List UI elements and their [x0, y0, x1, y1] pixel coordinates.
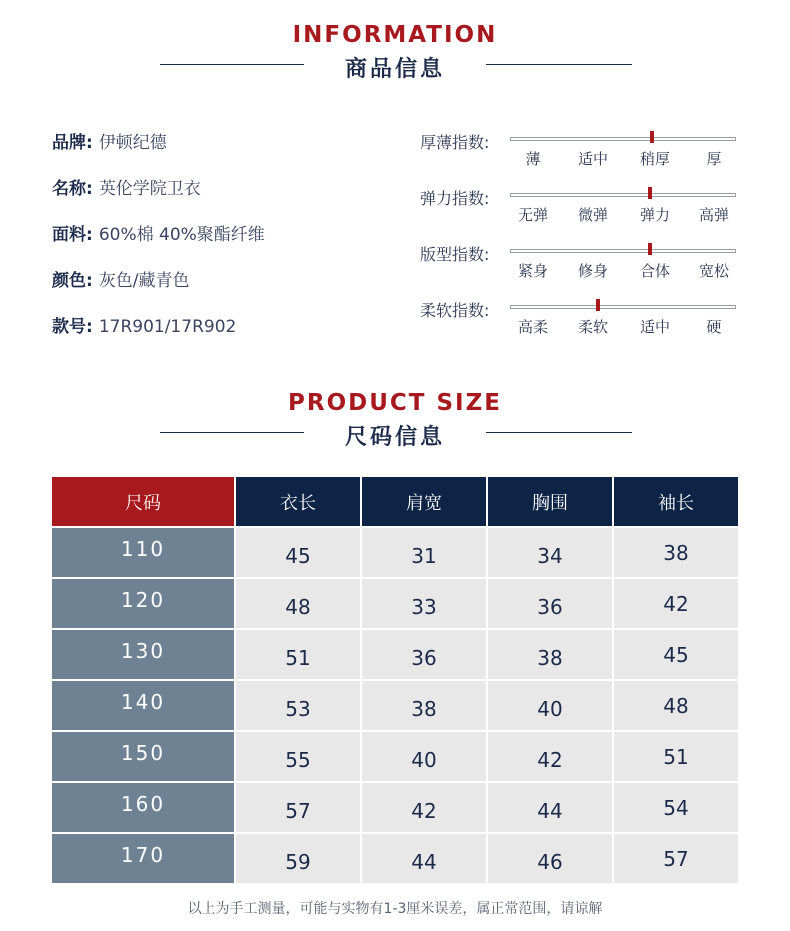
index-option: 微弹 — [577, 206, 609, 224]
index-option: 宽松 — [698, 262, 730, 280]
attribute-row — [52, 220, 265, 245]
table-value-cell: 33 — [362, 579, 486, 628]
index-scale-bar — [510, 249, 736, 253]
table-value-cell: 34 — [488, 528, 612, 577]
attribute-label: 名称: — [52, 179, 93, 199]
attribute-row — [52, 128, 167, 153]
index-option: 高柔 — [517, 318, 549, 336]
table-value-cell: 38 — [614, 528, 738, 577]
table-size-cell: 160 — [52, 783, 234, 832]
attribute-row — [52, 266, 190, 291]
table-value-cell: 36 — [488, 579, 612, 628]
table-value-cell: 55 — [236, 732, 360, 781]
table-value-cell: 53 — [236, 681, 360, 730]
attribute-value: 60%棉 40%聚酯纤维 — [98, 225, 265, 245]
index-option: 薄 — [525, 150, 541, 168]
index-level-marker — [648, 187, 652, 199]
index-option: 高弹 — [698, 206, 730, 224]
table-value-cell: 31 — [362, 528, 486, 577]
index-option: 硬 — [706, 318, 722, 336]
index-option: 修身 — [577, 262, 609, 280]
index-level-marker — [648, 243, 652, 255]
table-value-cell: 42 — [614, 579, 738, 628]
index-option: 柔软 — [577, 318, 609, 336]
index-option: 稍厚 — [639, 150, 671, 168]
table-value-cell: 36 — [362, 630, 486, 679]
attribute-value: 灰色/藏青色 — [98, 271, 190, 291]
index-label: 版型指数: — [420, 245, 490, 264]
table-header-cell: 胸围 — [488, 477, 612, 526]
table-value-cell: 38 — [488, 630, 612, 679]
index-option: 适中 — [577, 150, 609, 168]
table-value-cell: 54 — [614, 783, 738, 832]
size-section-title-en: PRODUCT SIZE — [288, 390, 502, 416]
index-scale-bar — [510, 137, 736, 141]
table-value-cell: 57 — [236, 783, 360, 832]
table-value-cell: 40 — [488, 681, 612, 730]
index-option: 弹力 — [639, 206, 671, 224]
index-option: 紧身 — [517, 262, 549, 280]
table-value-cell: 46 — [488, 834, 612, 883]
table-value-cell: 57 — [614, 834, 738, 883]
table-size-cell: 120 — [52, 579, 234, 628]
table-value-cell: 44 — [362, 834, 486, 883]
index-level-marker — [650, 131, 654, 143]
table-value-cell: 45 — [614, 630, 738, 679]
attribute-row — [52, 174, 201, 199]
attribute-value: 英伦学院卫衣 — [98, 179, 201, 199]
table-value-cell: 59 — [236, 834, 360, 883]
index-option: 无弹 — [517, 206, 549, 224]
section-title-cn: 商品信息 — [344, 57, 445, 82]
section-title-en: INFORMATION — [292, 22, 498, 48]
table-value-cell: 40 — [362, 732, 486, 781]
attribute-label: 款号: — [52, 317, 93, 337]
index-label: 柔软指数: — [420, 301, 490, 320]
table-value-cell: 48 — [614, 681, 738, 730]
index-option: 合体 — [639, 262, 671, 280]
measurement-footnote: 以上为手工测量，可能与实物有1-3厘米误差，属正常范围，请谅解 — [187, 901, 603, 917]
table-size-cell: 140 — [52, 681, 234, 730]
attribute-value: 伊顿纪德 — [98, 133, 167, 153]
attribute-value: 17R901/17R902 — [98, 317, 237, 337]
index-label: 弹力指数: — [420, 189, 490, 208]
index-option: 适中 — [639, 318, 671, 336]
table-size-cell: 170 — [52, 834, 234, 883]
table-value-cell: 42 — [488, 732, 612, 781]
table-header-cell: 尺码 — [52, 477, 234, 526]
table-value-cell: 42 — [362, 783, 486, 832]
table-header-cell: 肩宽 — [362, 477, 486, 526]
attribute-label: 颜色: — [52, 271, 93, 291]
table-header-cell: 袖长 — [614, 477, 738, 526]
index-label: 厚薄指数: — [420, 133, 490, 152]
table-value-cell: 44 — [488, 783, 612, 832]
table-size-cell: 130 — [52, 630, 234, 679]
table-size-cell: 150 — [52, 732, 234, 781]
table-value-cell: 51 — [236, 630, 360, 679]
table-size-cell: 110 — [52, 528, 234, 577]
table-value-cell: 48 — [236, 579, 360, 628]
table-value-cell: 45 — [236, 528, 360, 577]
attribute-row — [52, 312, 236, 337]
table-value-cell: 51 — [614, 732, 738, 781]
table-value-cell: 38 — [362, 681, 486, 730]
size-section-title-cn: 尺码信息 — [344, 425, 445, 450]
index-level-marker — [596, 299, 600, 311]
index-option: 厚 — [706, 150, 722, 168]
table-header-cell: 衣长 — [236, 477, 360, 526]
attribute-label: 面料: — [52, 225, 93, 245]
attribute-label: 品牌: — [52, 133, 93, 153]
index-scale-bar — [510, 193, 736, 197]
index-scale-bar — [510, 305, 736, 309]
